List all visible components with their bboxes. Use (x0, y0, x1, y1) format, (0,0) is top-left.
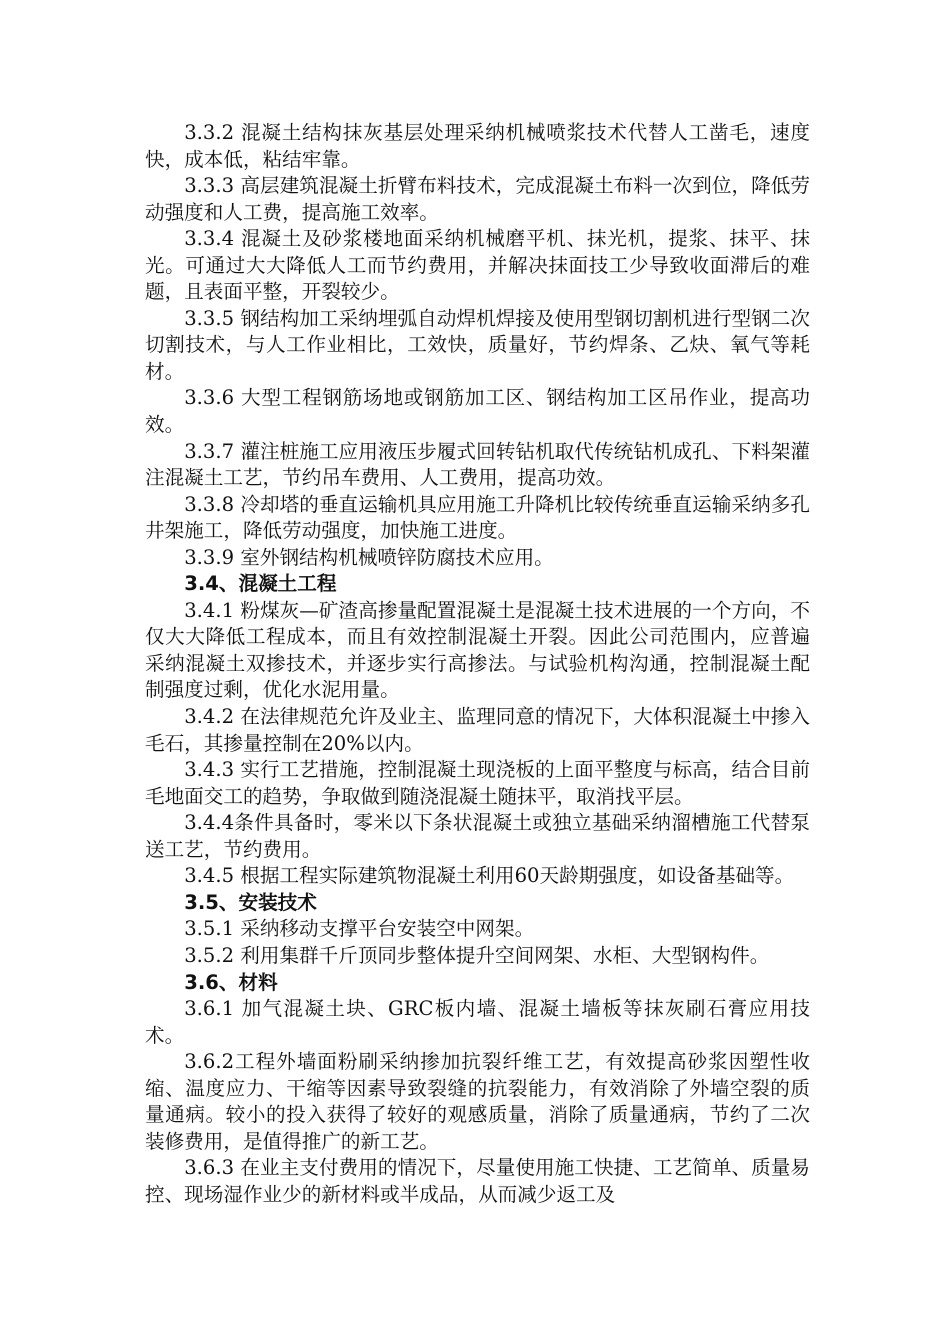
section-heading-3-5: 3.5、安装技术 (184, 890, 317, 914)
paragraph-3-6-2: 3.6.2工程外墙面粉刷采纳掺加抗裂纤维工艺，有效提高砂浆因塑性收缩、温度应力、干缩等因素导致裂缝的抗裂能力，有效消除了外墙空裂的质量通病。较小的投入获得了较好的观感质量，消除了质量通病，节约了二次装修费用，是值得推广的新工艺。 (145, 1050, 810, 1153)
paragraph-3-3-8: 3.3.8 冷却塔的垂直运输机具应用施工升降机比较传统垂直运输采纳多孔井架施工，降低劳动强度，加快施工进度。 (145, 492, 810, 543)
paragraph-3-6-3: 3.6.3 在业主支付费用的情况下，尽量使用施工快捷、工艺简单、质量易控、现场湿作业少的新材料或半成品，从而减少返工及 (145, 1156, 810, 1206)
paragraph-3-3-5: 3.3.5 钢结构加工采纳埋弧自动焊机焊接及使用型钢切割机进行型钢二次切割技术，与人工作业相比，工效快，质量好，节约焊条、乙炔、氧气等耗材。 (145, 306, 810, 383)
paragraph-3-3-9: 3.3.9 室外钢结构机械喷锌防腐技术应用。 (184, 545, 554, 569)
paragraph-3-4-4: 3.4.4条件具备时，零米以下条状混凝土或独立基础采纳溜槽施工代替泵送工艺，节约费用。 (145, 811, 810, 861)
paragraph-3-4-2: 3.4.2 在法律规范允许及业主、监理同意的情况下，大体积混凝土中掺入毛石，其掺量控制在20%以内。 (145, 705, 810, 755)
paragraph-3-3-6: 3.3.6 大型工程钢筋场地或钢筋加工区、钢结构加工区吊作业，提高功效。 (145, 386, 810, 437)
paragraph-3-3-7: 3.3.7 灌注桩施工应用液压步履式回转钻机取代传统钻机成孔、下料架灌注混凝土工艺，节约吊车费用、人工费用，提高功效。 (145, 439, 810, 490)
section-heading-3-6: 3.6、材料 (184, 970, 278, 994)
paragraph-3-3-3: 3.3.3 高层建筑混凝土折臂布料技术，完成混凝土布料一次到位，降低劳动强度和人工费，提高施工效率。 (145, 174, 810, 224)
paragraph-3-5-1: 3.5.1 采纳移动支撑平台安装空中网架。 (184, 917, 535, 941)
paragraph-3-3-4: 3.3.4 混凝土及砂浆楼地面采纳机械磨平机、抹光机，提浆、抹平、抹光。可通过大大降低人工而节约费用，并解决抹面技工少导致收面滞后的难题，且表面平整，开裂较少。 (145, 227, 810, 304)
paragraph-3-5-2: 3.5.2 利用集群千斤顶同步整体提升空间网架、水柜、大型钢构件。 (184, 943, 770, 967)
paragraph-3-4-5: 3.4.5 根据工程实际建筑物混凝土利用60天龄期强度，如设备基础等。 (184, 864, 795, 888)
paragraph-3-6-1: 3.6.1 加气混凝土块、GRC板内墙、混凝土墙板等抹灰刷石膏应用技术。 (145, 997, 810, 1047)
paragraph-3-3-2: 3.3.2 混凝土结构抹灰基层处理采纳机械喷浆技术代替人工凿毛，速度快，成本低，粘结牢靠。 (145, 121, 810, 171)
paragraph-3-4-1: 3.4.1 粉煤灰—矿渣高掺量配置混凝土是混凝土技术进展的一个方向，不仅大大降低工程成本，而且有效控制混凝土开裂。因此公司范围内，应普遍采纳混凝土双掺技术，并逐步实行高掺法。与试验机构沟通，控制混凝土配制强度过剩，优化水泥用量。 (145, 598, 810, 702)
paragraph-3-4-3: 3.4.3 实行工艺措施，控制混凝土现浇板的上面平整度与标高，结合目前毛地面交工的趋势，争取做到随浇混凝土随抹平，取消找平层。 (145, 758, 810, 808)
document-body (145, 120, 810, 1208)
section-heading-3-4: 3.4、混凝土工程 (184, 572, 337, 596)
